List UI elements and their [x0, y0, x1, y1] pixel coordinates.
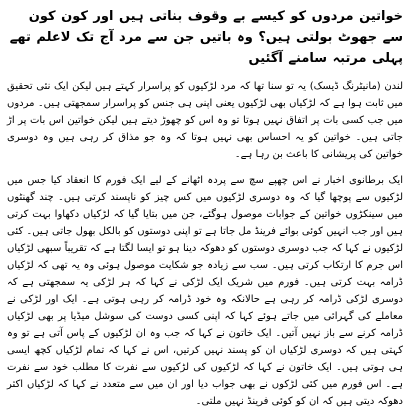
article-paragraph-forum: ایک برطانوی اخبار نے اس چھپے سچ سے پردہ اٹھانے کے لیے ایک فورم کا انعقاد کیا جس میں لڑکیوں سے پوچھا گیا کہ وہ دوسری لڑکیوں میں کس چیز کو ناپسند کرتی ہیں۔ چند گھنٹوں میں سینکڑوں خواتین کے جوابات موصول ہوگئے، جن میں بتایا گیا کہ لڑکیاں دکھاوا بہت کرتی ہیں اور جب انہیں کوئی بوائے فرینڈ مل جاتا ہے تو اپنی دوستوں کو بالکل بھول جاتی ہیں۔ کئی لڑکیوں نے کہا کہ جب دوسری دوستوں کو دھوکہ دینا ہو تو ایسا لگتا ہے کہ تقریباً سبھی لڑکیاں اس جرم کا ارتکاب کرتی ہیں۔ سب سے زیادہ جو شکایت موصول ہوئی وہ یہ تھی کہ لڑکیاں ڈرامہ بہت کرتی ہیں۔ فورم میں شریک ایک لڑکی نے کہا کہ ہر لڑکی یہ سمجھتی ہے کہ دوسری لڑکی ڈرامہ کر رہی ہے حالانکہ وہ خود ڈرامہ کر رہی ہوتی ہے۔ ایک اور لڑکی نے معاملے کی گہرائی میں جاتے ہوئے کہا کہ اپنی کسی دوست کی سوشل میڈیا پر بھی لڑکیاں ڈرامہ کرنے سے باز نہیں آتیں۔ ایک خاتون نے کہا کہ جب وہ ان لڑکیوں کے پاس آتی ہے تو وہ کہتی ہیں کہ دوسری لڑکیاں ان کو پسند نہیں کرتیں، اس نے کہا کہ تمام لڑکیاں کچھ ایسی ہی ہوتی ہیں۔ ایک خاتون نے کہا کہ لڑکیوں کی لڑکیوں سے نفرت کا مطلب خود سے نفرت ہے۔ اس فورم میں کئی لڑکوں نے بھی جواب دیا اور ان میں سے متعدد نے کہا کہ لڑکیاں اکثر دھوکہ دیتی ہیں کہ ان کو کوئی فرینڈ نہیں ملتی۔	[7, 175, 403, 407]
article-headline: خواتین مردوں کو کیسے بے وقوف بناتی ہیں اور کون کون سے جھوٹ بولتی ہیں؟ وہ باتیں جن سے مرد آج تک لاعلم تھے پہلی مرتبہ سامنے آگئیں	[9, 9, 403, 66]
article-paragraph-intro: لندن (مانیٹرنگ ڈیسک) یہ تو سنا تھا کہ مرد لڑکیوں کو پراسرار کہتے ہیں لیکن ایک نئی تحقیق میں ثابت ہوا ہے کہ لڑکیاں بھی لڑکیوں یعنی اپنی ہی جنس کو پراسرار سمجھتی ہیں۔ مردوں میں جب کسی بات پر اتفاق نہیں ہوتا تو وہ اس کو چھوڑ دیتے ہیں لیکن خواتین اس بات پر اڑ جاتی ہیں۔ خواتین کو یہ احساس بھی نہیں ہوتا کہ وہ جو مذاق کر رہی ہیں وہ دوسری خواتین کی پریشانی کا باعث بن رہا ہے۔	[7, 81, 403, 160]
